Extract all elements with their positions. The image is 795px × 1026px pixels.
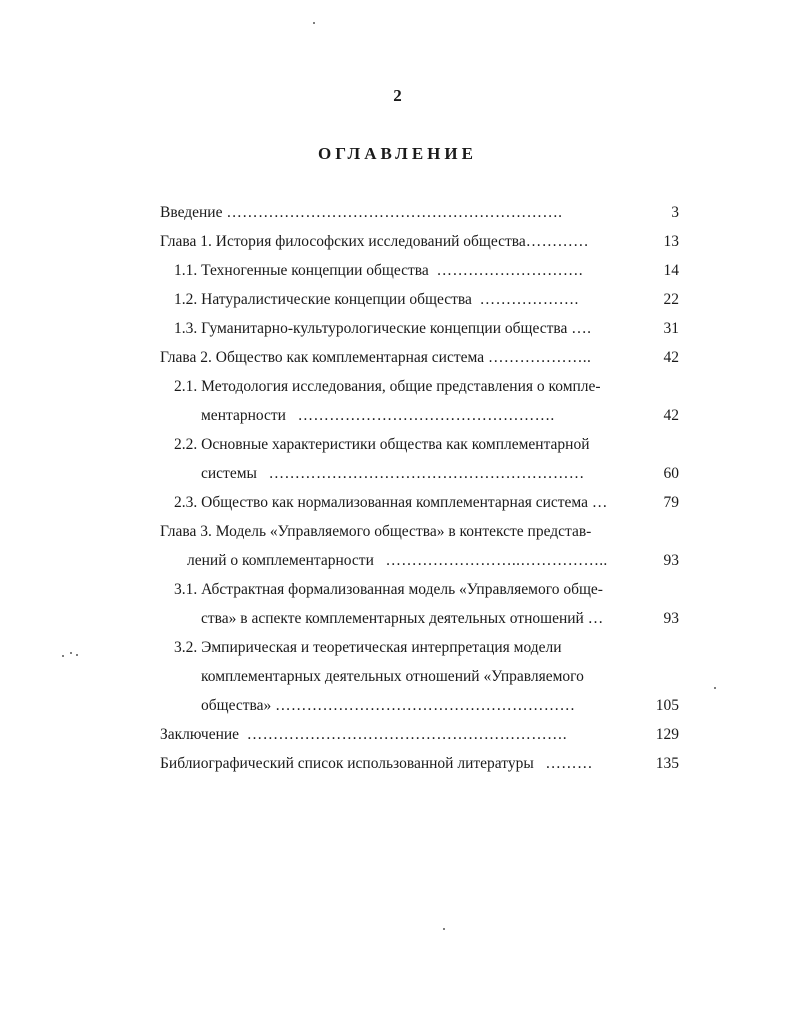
toc-dot-leader: ………………………………………………………. bbox=[226, 204, 563, 221]
toc-page-number: 13 bbox=[663, 233, 679, 250]
toc-entry-section-3-2-line-3[interactable] bbox=[0, 691, 795, 720]
toc-entry-label: Библиографический список использованной литературы bbox=[160, 755, 534, 772]
toc-entry-label: Глава 2. Общество как комплементарная система bbox=[160, 349, 485, 366]
toc-entry-text bbox=[160, 720, 567, 749]
scan-speck bbox=[313, 22, 315, 24]
toc-page-number: 105 bbox=[655, 697, 679, 714]
toc-entry-text bbox=[174, 256, 583, 285]
toc-entry-section-2-2-line-1[interactable] bbox=[0, 430, 795, 459]
toc-entry-section-1-2[interactable] bbox=[0, 285, 795, 314]
toc-entry-text bbox=[160, 198, 562, 227]
toc-entry-label: системы bbox=[201, 465, 257, 482]
toc-page-number: 79 bbox=[663, 494, 679, 511]
toc-page-number: 135 bbox=[655, 755, 679, 772]
scan-speck bbox=[714, 687, 716, 689]
toc-dot-leader: … bbox=[591, 494, 608, 511]
toc-entry-chapter-3-line-2[interactable] bbox=[0, 546, 795, 575]
toc-page-number: 93 bbox=[663, 610, 679, 627]
toc-entry-text bbox=[201, 401, 555, 430]
toc-entry-label: комплементарных деятельных отношений «Управляемого bbox=[201, 668, 584, 685]
toc-entry-label: Заключение bbox=[160, 726, 240, 743]
toc-entry-section-1-1[interactable] bbox=[0, 256, 795, 285]
toc-entry-label: 2.1. Методология исследования, общие представления о компле- bbox=[174, 378, 601, 395]
toc-entry-label: 1.2. Натуралистические концепции общества bbox=[174, 291, 472, 308]
page-title: ОГЛАВЛЕНИЕ bbox=[318, 144, 477, 163]
toc-page-number: 93 bbox=[663, 552, 679, 569]
toc-dot-leader: ………………. bbox=[479, 291, 579, 308]
toc-entry-text bbox=[187, 546, 608, 575]
toc-entry-chapter-3-line-1[interactable] bbox=[0, 517, 795, 546]
toc-entry-section-3-2-line-2[interactable] bbox=[0, 662, 795, 691]
toc-entry-text bbox=[160, 749, 593, 778]
toc-page-number: 14 bbox=[663, 262, 679, 279]
toc-entry-text bbox=[174, 488, 608, 517]
toc-entry-label: ства» в аспекте комплементарных деятельных отношений bbox=[201, 610, 584, 627]
toc-dot-leader: ……………………..…………….. bbox=[385, 552, 608, 569]
toc-entry-conclusion[interactable] bbox=[0, 720, 795, 749]
toc-dot-leader: ………………………………………………… bbox=[275, 697, 576, 714]
toc-entry-label: 2.2. Основные характеристики общества как комплементарной bbox=[174, 436, 590, 453]
toc-entry-label: ментарности bbox=[201, 407, 286, 424]
scan-speck bbox=[62, 655, 64, 657]
toc-entry-section-1-3[interactable] bbox=[0, 314, 795, 343]
toc-entry-intro[interactable] bbox=[0, 198, 795, 227]
toc-page-number: 42 bbox=[663, 407, 679, 424]
toc-entry-text bbox=[201, 459, 585, 488]
toc-dot-leader: …………………………………………. bbox=[297, 407, 555, 424]
toc-dot-leader: ……………………………………………………. bbox=[246, 726, 567, 743]
toc-entry-text bbox=[174, 314, 591, 343]
scan-speck bbox=[76, 654, 78, 656]
toc-entry-label: 1.3. Гуманитарно-культурологические концепции общества bbox=[174, 320, 568, 337]
toc-entry-label: лений о комплементарности bbox=[187, 552, 374, 569]
toc-entry-label: Глава 1. История философских исследований общества bbox=[160, 233, 526, 250]
toc-entry-text bbox=[160, 227, 589, 256]
toc-entry-label: 3.2. Эмпирическая и теоретическая интерпретация модели bbox=[174, 639, 562, 656]
toc-entry-section-3-1-line-2[interactable] bbox=[0, 604, 795, 633]
toc-entry-section-2-2-line-2[interactable] bbox=[0, 459, 795, 488]
toc-dot-leader: …. bbox=[571, 320, 592, 337]
scan-speck bbox=[70, 652, 72, 654]
toc-page-number: 22 bbox=[663, 291, 679, 308]
toc-dot-leader: ……… bbox=[545, 755, 593, 772]
toc-page-number: 42 bbox=[663, 349, 679, 366]
scan-speck bbox=[443, 928, 445, 930]
toc-entry-chapter-1[interactable] bbox=[0, 227, 795, 256]
toc-entry-section-2-1-line-1[interactable] bbox=[0, 372, 795, 401]
toc-dot-leader: ………………………. bbox=[436, 262, 583, 279]
toc-entry-label: 3.1. Абстрактная формализованная модель «Управляемого обще- bbox=[174, 581, 603, 598]
toc-entry-section-3-1-line-1[interactable] bbox=[0, 575, 795, 604]
toc-entry-text bbox=[201, 691, 575, 720]
toc-entry-label: 2.3. Общество как нормализованная комплементарная система bbox=[174, 494, 588, 511]
toc-entry-label: Введение bbox=[160, 204, 223, 221]
toc-dot-leader: ……………….. bbox=[487, 349, 592, 366]
toc-entry-section-2-3[interactable] bbox=[0, 488, 795, 517]
toc-dot-leader: …………………………………………………… bbox=[268, 465, 585, 482]
toc-entry-text bbox=[201, 604, 604, 633]
toc-page-number: 3 bbox=[671, 204, 679, 221]
page-number: 2 bbox=[393, 86, 402, 105]
toc-entry-label: общества» bbox=[201, 697, 272, 714]
toc-page-number: 60 bbox=[663, 465, 679, 482]
toc-entry-label: 1.1. Техногенные концепции общества bbox=[174, 262, 429, 279]
toc-page-number: 31 bbox=[663, 320, 679, 337]
toc-entry-text bbox=[174, 285, 579, 314]
toc-entry-bibliography[interactable] bbox=[0, 749, 795, 778]
table-of-contents bbox=[0, 198, 795, 778]
toc-dot-leader: … bbox=[587, 610, 604, 627]
toc-entry-label: Глава 3. Модель «Управляемого общества» в контексте представ- bbox=[160, 523, 592, 540]
toc-entry-text bbox=[160, 343, 591, 372]
toc-entry-section-3-2-line-1[interactable] bbox=[0, 633, 795, 662]
toc-entry-section-2-1-line-2[interactable] bbox=[0, 401, 795, 430]
toc-entry-chapter-2[interactable] bbox=[0, 343, 795, 372]
toc-page-number: 129 bbox=[655, 726, 679, 743]
toc-dot-leader: ………… bbox=[525, 233, 589, 250]
